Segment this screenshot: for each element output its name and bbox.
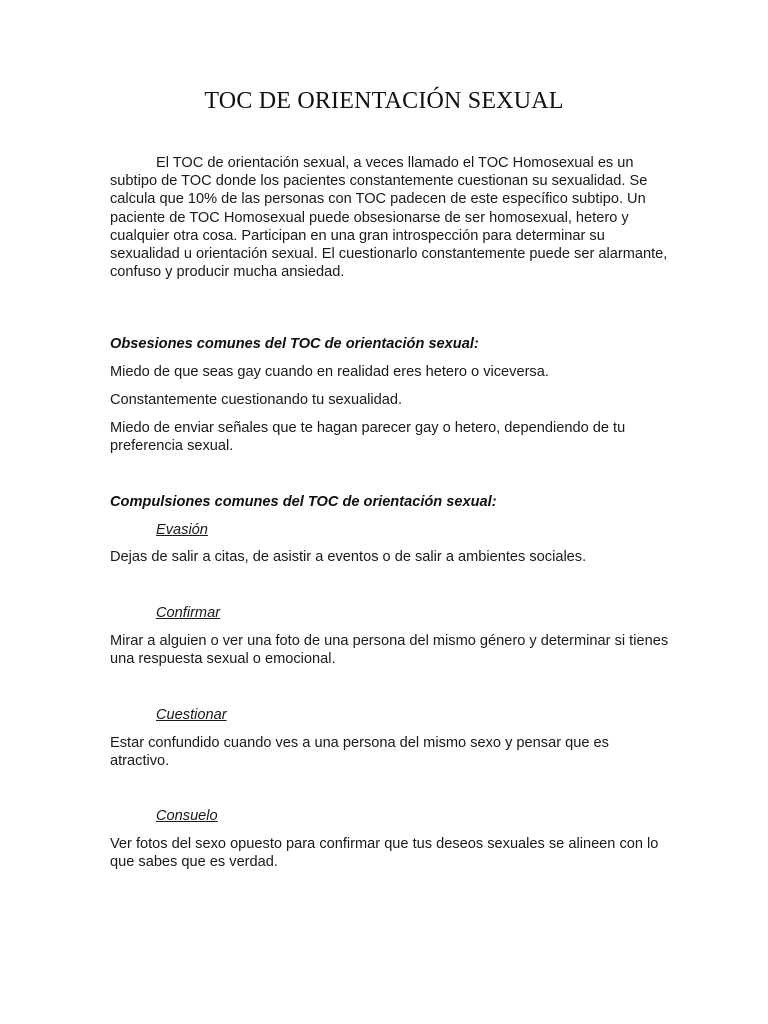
obsession-item: Miedo de enviar señales que te hagan parecer gay o hetero, dependiendo de tu preferencia sexual.: [110, 420, 626, 455]
compulsion-title-evasion: Evasión: [156, 522, 208, 538]
compulsion-text-evasion: Dejas de salir a citas, de asistir a eventos o de salir a ambientes sociales.: [110, 549, 587, 565]
obsessions-heading: Obsesiones comunes del TOC de orientación sexual:: [110, 336, 479, 352]
compulsion-title-confirmar: Confirmar: [156, 605, 221, 621]
intro-paragraph: El TOC de orientación sexual, a veces llamado el TOC Homosexual es un subtipo de TOC donde los pacientes constantemente cuestionan su sexualidad. Se calcula que 10% de las personas con TOC padecen de este específico subtipo. Un paciente de TOC Homosexual puede obsesionarse de ser homosexual, hetero y cualquier otra cosa. Participan en una gran introspección para determinar su sexualidad u orientación sexual. El cuestionarlo constantemente puede ser alarmante, confuso y producir mucha ansiedad.: [110, 155, 668, 281]
compulsion-text-confirmar: Mirar a alguien o ver una foto de una persona del mismo género y determinar si tienes una respuesta sexual o emocional.: [110, 633, 669, 668]
compulsion-text-consuelo: Ver fotos del sexo opuesto para confirmar que tus deseos sexuales se alineen con lo que sabes que es verdad.: [110, 836, 659, 871]
document-title: TOC DE ORIENTACIÓN SEXUAL: [204, 88, 564, 114]
compulsions-heading: Compulsiones comunes del TOC de orientación sexual:: [110, 494, 497, 510]
obsession-item: Constantemente cuestionando tu sexualidad.: [110, 392, 403, 408]
compulsion-title-consuelo: Consuelo: [156, 808, 218, 824]
compulsion-title-cuestionar: Cuestionar: [156, 707, 227, 723]
obsession-item: Miedo de que seas gay cuando en realidad eres hetero o viceversa.: [110, 364, 549, 380]
compulsion-text-cuestionar: Estar confundido cuando ves a una persona del mismo sexo y pensar que es atractivo.: [110, 735, 609, 770]
